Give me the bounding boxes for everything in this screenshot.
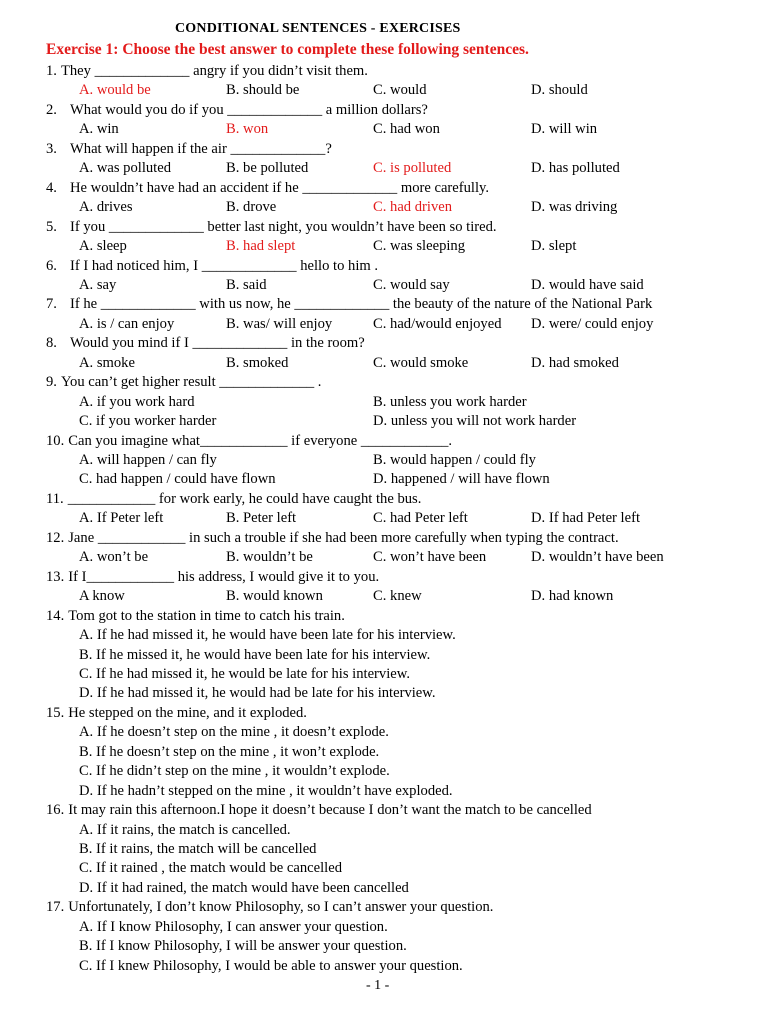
answer-option[interactable]: B. had slept: [226, 238, 296, 255]
question-text: Would you mind if I _____________ in the room?: [70, 335, 365, 352]
options-row: [0, 762, 768, 781]
question-text: Can you imagine what____________ if everyone ____________.: [68, 432, 453, 449]
answer-option[interactable]: B. If he doesn’t step on the mine , it won’t explode.: [79, 743, 380, 760]
options-row: [0, 626, 768, 645]
answer-option[interactable]: B. won: [226, 121, 269, 138]
answer-option[interactable]: D. were/ could enjoy: [531, 315, 654, 332]
answer-option[interactable]: D. If it had rained, the match would have been cancelled: [79, 879, 409, 896]
question-number: 12.: [46, 529, 65, 546]
exercise-heading: Exercise 1: Choose the best answer to complete these following sentences.: [46, 41, 529, 58]
question-stem: [46, 568, 379, 587]
answer-option[interactable]: C. had won: [373, 121, 440, 138]
answer-option[interactable]: C. If he had missed it, he would be late for his interview.: [79, 665, 410, 682]
options-row: [0, 879, 768, 898]
question-stem: [46, 373, 321, 392]
question-stem: [46, 218, 497, 237]
answer-option[interactable]: A. If he doesn’t step on the mine , it doesn’t explode.: [79, 724, 389, 741]
options-row: [0, 412, 768, 431]
question-stem: [46, 490, 421, 509]
question-stem: [46, 898, 493, 917]
options-row: [0, 315, 768, 334]
question-stem: [46, 257, 378, 276]
answer-option[interactable]: A. If I know Philosophy, I can answer your question.: [79, 918, 388, 935]
options-row: [0, 918, 768, 937]
answer-option[interactable]: A. win: [79, 121, 119, 138]
answer-option[interactable]: C. had driven: [373, 199, 453, 216]
question-number: 3.: [46, 140, 57, 157]
question-number: 9.: [46, 374, 57, 391]
answer-option[interactable]: D. slept: [531, 238, 577, 255]
answer-option[interactable]: D. happened / will have flown: [373, 471, 550, 488]
question-stem: [46, 529, 619, 548]
options-row: [0, 451, 768, 470]
answer-option[interactable]: B. If I know Philosophy, I will be answer your question.: [79, 938, 407, 955]
answer-option[interactable]: B. should be: [226, 82, 300, 99]
answer-option[interactable]: C. would smoke: [373, 354, 469, 371]
question-number: 17.: [46, 899, 65, 916]
answer-option[interactable]: C. would say: [373, 276, 450, 293]
question-text: Tom got to the station in time to catch his train.: [68, 607, 345, 624]
question-text: Unfortunately, I don’t know Philosophy, so I can’t answer your question.: [68, 899, 494, 916]
answer-option[interactable]: A. will happen / can fly: [79, 452, 217, 468]
question-text: He stepped on the mine, and it exploded.: [68, 704, 307, 721]
answer-option[interactable]: B. would happen / could fly: [373, 452, 536, 468]
options-row: [0, 470, 768, 489]
question-text: If you _____________ better last night, you wouldn’t have been so tired.: [70, 218, 497, 235]
answer-option[interactable]: D. had smoked: [531, 354, 619, 371]
answer-option[interactable]: B. If it rains, the match will be cancelled: [79, 841, 317, 857]
answer-option[interactable]: C. had Peter left: [373, 510, 468, 527]
answer-option[interactable]: C. knew: [373, 588, 422, 605]
options-row: [0, 159, 768, 178]
answer-option[interactable]: D. had known: [531, 588, 614, 605]
answer-option[interactable]: A. if you work hard: [79, 393, 195, 410]
answer-option[interactable]: A. If it rains, the match is cancelled.: [79, 821, 291, 838]
answer-option[interactable]: C. If it rained , the match would be cancelled: [79, 860, 342, 877]
question-stem: [46, 179, 489, 198]
answer-option[interactable]: A. If he had missed it, he would have been late for his interview.: [79, 627, 456, 644]
answer-option[interactable]: B. would known: [226, 588, 323, 605]
answer-option[interactable]: A. was polluted: [79, 160, 172, 177]
page-title: CONDITIONAL SENTENCES - EXERCISES: [175, 21, 461, 36]
options-row: [0, 81, 768, 100]
answer-option[interactable]: A. smoke: [79, 354, 135, 371]
answer-option[interactable]: D. If he had missed it, he would had be late for his interview.: [79, 685, 436, 702]
question-number: 13.: [46, 568, 65, 585]
question-text: If he _____________ with us now, he _____________ the beauty of the nature of the National Park: [70, 296, 653, 313]
answer-option[interactable]: D. If he hadn’t stepped on the mine , it wouldn’t have exploded.: [79, 782, 453, 799]
question-text: What will happen if the air _____________?: [70, 140, 332, 157]
question-stem: [46, 801, 592, 820]
question-stem: [46, 140, 332, 159]
answer-option[interactable]: D. If had Peter left: [531, 510, 641, 527]
question-text: If I had noticed him, I _____________ hello to him .: [70, 257, 379, 274]
answer-option[interactable]: B. said: [226, 276, 267, 293]
question-stem: [46, 101, 428, 120]
question-text: You can’t get higher result _____________ .: [60, 374, 322, 391]
options-row: [0, 821, 768, 840]
answer-option[interactable]: A. sleep: [79, 238, 127, 255]
question-number: 8.: [46, 335, 57, 352]
question-number: 4.: [46, 179, 57, 196]
answer-option[interactable]: D. would have said: [531, 276, 644, 293]
question-number: 2.: [46, 101, 57, 118]
options-row: [0, 782, 768, 801]
options-row: [0, 548, 768, 567]
question-stem: [46, 295, 652, 314]
page-number: - 1 -: [366, 978, 390, 993]
question-number: 14.: [46, 607, 65, 624]
options-row: [0, 587, 768, 606]
answer-option[interactable]: B. be polluted: [226, 160, 309, 177]
answer-option[interactable]: C. would: [373, 82, 427, 99]
question-stem: [46, 607, 345, 626]
answer-option[interactable]: B. drove: [226, 199, 277, 216]
question-stem: [46, 432, 452, 451]
answer-option[interactable]: C. won’t have been: [373, 549, 487, 566]
options-row: [0, 354, 768, 373]
options-row: [0, 840, 768, 859]
options-row: [0, 198, 768, 217]
answer-option[interactable]: C. had happen / could have flown: [79, 471, 276, 488]
options-row: [0, 646, 768, 665]
options-row: [0, 509, 768, 528]
answer-option[interactable]: B. smoked: [226, 354, 289, 371]
answer-option[interactable]: B. was/ will enjoy: [226, 315, 333, 332]
options-row: [0, 937, 768, 956]
answer-option[interactable]: A. If Peter left: [79, 510, 164, 527]
question-number: 6.: [46, 257, 57, 274]
options-row: [0, 120, 768, 139]
options-row: [0, 957, 768, 976]
answer-option[interactable]: A. drives: [79, 199, 133, 216]
answer-option[interactable]: C. If he didn’t step on the mine , it wouldn’t explode.: [79, 763, 390, 780]
answer-option[interactable]: A know: [79, 588, 125, 605]
answer-option[interactable]: B. wouldn’t be: [226, 549, 313, 566]
answer-option[interactable]: D. has polluted: [531, 160, 620, 177]
question-text: He wouldn’t have had an accident if he _____________ more carefully.: [70, 179, 490, 196]
answer-option[interactable]: C. is polluted: [373, 160, 452, 177]
options-row: [0, 723, 768, 742]
question-stem: [46, 334, 365, 353]
question-text: Jane ____________ in such a trouble if she had been more carefully when typing the contract.: [68, 529, 619, 546]
question-text: It may rain this afternoon.I hope it doesn’t because I don’t want the match to be cancelled: [68, 802, 592, 819]
answer-option[interactable]: C. If I knew Philosophy, I would be able to answer your question.: [79, 957, 463, 974]
question-number: 16.: [46, 802, 65, 819]
question-text: ____________ for work early, he could have caught the bus.: [67, 490, 422, 507]
options-row: [0, 665, 768, 684]
answer-option[interactable]: D. unless you will not work harder: [373, 413, 577, 430]
answer-option[interactable]: D. wouldn’t have been: [531, 549, 664, 566]
answer-option[interactable]: D. should: [531, 82, 588, 99]
question-text: What would you do if you _____________ a million dollars?: [70, 101, 428, 118]
options-row: [0, 743, 768, 762]
options-row: [0, 859, 768, 878]
question-number: 11.: [46, 490, 64, 507]
question-stem: [46, 62, 368, 81]
options-row: [0, 684, 768, 703]
answer-option[interactable]: A. won’t be: [79, 549, 149, 566]
answer-option[interactable]: C. had/would enjoyed: [373, 315, 502, 332]
answer-option[interactable]: D. will win: [531, 121, 598, 138]
question-number: 7.: [46, 296, 57, 313]
answer-option[interactable]: A. would be: [79, 82, 151, 99]
answer-option[interactable]: C. if you worker harder: [79, 413, 217, 430]
question-number: 1.: [46, 63, 57, 79]
answer-option[interactable]: D. was driving: [531, 199, 618, 216]
answer-option[interactable]: C. was sleeping: [373, 238, 466, 255]
question-text: They _____________ angry if you didn’t visit them.: [60, 63, 368, 79]
options-row: [0, 237, 768, 256]
question-number: 5.: [46, 218, 57, 235]
answer-option[interactable]: B. If he missed it, he would have been late for his interview.: [79, 646, 431, 663]
question-stem: [46, 704, 307, 723]
options-row: [0, 276, 768, 295]
question-text: If I____________ his address, I would give it to you.: [68, 568, 380, 585]
options-row: [0, 393, 768, 412]
question-number: 10.: [46, 432, 65, 449]
question-number: 15.: [46, 704, 65, 721]
answer-option[interactable]: B. Peter left: [226, 510, 297, 527]
answer-option[interactable]: A. say: [79, 276, 117, 293]
answer-option[interactable]: B. unless you work harder: [373, 393, 527, 410]
answer-option[interactable]: A. is / can enjoy: [79, 315, 175, 332]
